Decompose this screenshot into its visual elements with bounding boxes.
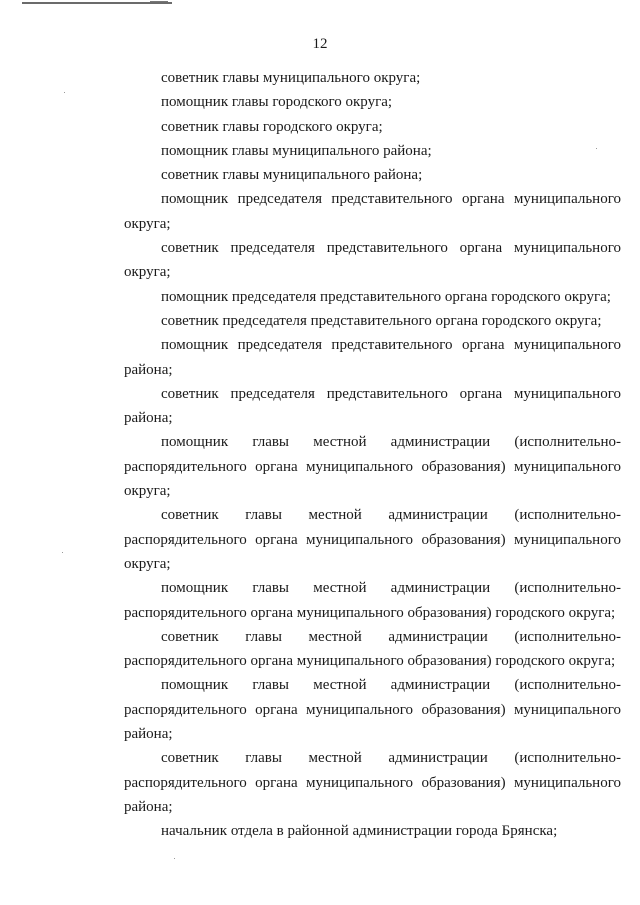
list-item: советник главы муниципального района; xyxy=(161,167,423,184)
scan-speck xyxy=(64,92,65,93)
list-item: советник главы городского округа; xyxy=(161,118,383,135)
list-item: советник главы муниципального округа; xyxy=(161,70,421,86)
list-item: помощник председателя представительного органа муниципального округа; xyxy=(124,191,621,232)
list-item: начальник отдела в районной администрации города Брянска; xyxy=(161,823,558,840)
scan-speck xyxy=(596,148,597,149)
scan-edge-mark-small xyxy=(150,1,168,2)
list-item: советник председателя представительного органа городского округа; xyxy=(161,312,602,329)
list-item: советник главы местной администрации (исполнительно-распорядительного органа муниципального образования) городского округа; xyxy=(124,628,621,670)
scan-edge-mark xyxy=(22,2,172,4)
list-item: советник председателя представительного органа муниципального района; xyxy=(124,385,621,427)
page-number: 12 xyxy=(312,36,328,52)
list-item: помощник главы муниципального района; xyxy=(161,142,432,159)
scan-speck xyxy=(62,552,63,553)
list-item: помощник председателя представительного органа муниципального района; xyxy=(124,337,621,378)
list-item: советник главы местной администрации (исполнительно-распорядительного органа муниципального образования) муниципального района; xyxy=(124,750,621,815)
list-item: помощник главы местной администрации (исполнительно-распорядительного органа муниципального образования) городского округа; xyxy=(124,580,621,621)
list-item: помощник главы местной администрации (исполнительно-распорядительного органа муниципального образования) муниципального района; xyxy=(124,677,621,743)
list-item: советник председателя представительного органа муниципального округа; xyxy=(124,240,621,281)
document-body xyxy=(124,66,621,844)
list-item: помощник главы городского округа; xyxy=(161,94,393,111)
list-item: советник главы местной администрации (исполнительно-распорядительного органа муниципального образования) муниципального округа; xyxy=(124,507,621,572)
list-item: помощник главы местной администрации (исполнительно-распорядительного органа муниципального образования) муниципального округа; xyxy=(124,434,621,500)
scan-speck xyxy=(174,858,175,859)
list-item: помощник председателя представительного органа городского округа; xyxy=(161,288,611,305)
